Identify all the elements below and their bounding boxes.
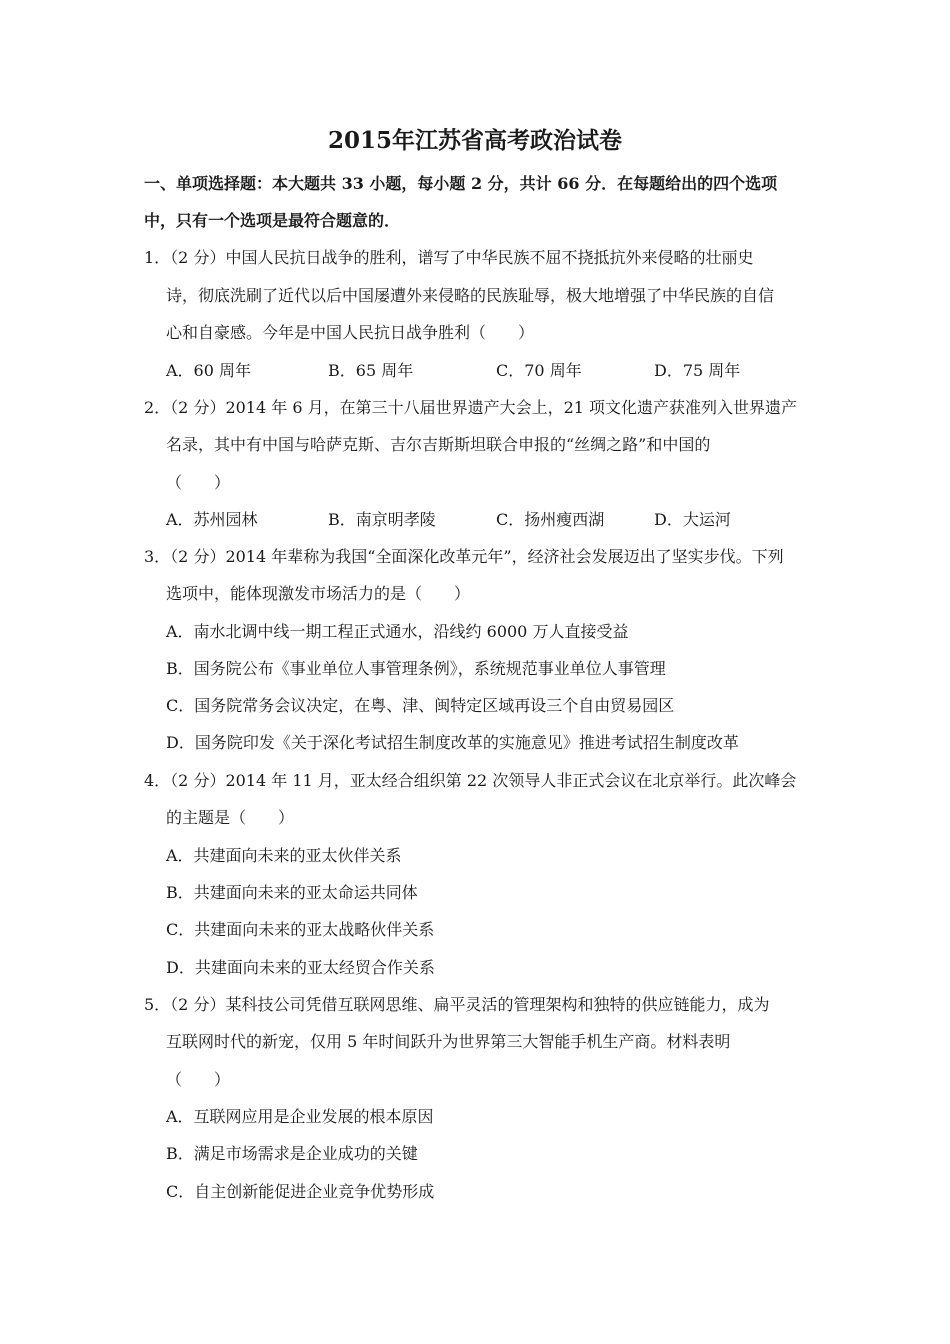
question-3-option-b: B．国务院公布《事业单位人事管理条例》，系统规范事业单位人事管理	[166, 659, 666, 678]
question-3-stem-line-1: 3．（2 分）2014 年辈称为我国“全面深化改革元年”，经济社会发展迈出了坚实步伐。下列	[144, 547, 784, 566]
question-4-stem-line-2: 的主题是（ ）	[166, 808, 295, 827]
question-4-option-a: A．共建面向未来的亚太伙伴关系	[166, 846, 402, 865]
question-3-stem-line-2: 选项中，能体现激发市场活力的是（ ）	[166, 584, 471, 603]
question-1-stem-line-2: 诗，彻底洗刷了近代以后中国屡遭外来侵略的民族耻辱，极大地增强了中华民族的自信	[166, 286, 775, 305]
question-5-option-c: C．自主创新能促进企业竞争优势形成	[166, 1182, 435, 1201]
page-title: 2015年江苏省高考政治试卷	[327, 127, 622, 154]
question-4-option-d: D．共建面向未来的亚太经贸合作关系	[166, 958, 435, 977]
question-2-option-c: C．扬州瘦西湖	[496, 510, 605, 529]
question-1-option-c: C．70 周年	[496, 361, 582, 380]
question-2-option-a: A．苏州园林	[166, 510, 258, 529]
question-5-option-a: A．互联网应用是企业发展的根本原因	[166, 1107, 434, 1126]
question-2-option-d: D．大运河	[654, 510, 731, 529]
question-4-option-b: B．共建面向未来的亚太命运共同体	[166, 883, 418, 902]
question-4-option-c: C．共建面向未来的亚太战略伙伴关系	[166, 920, 435, 939]
question-5-stem-line-1: 5．（2 分）某科技公司凭借互联网思维、扁平灵活的管理架构和独特的供应链能力，成为	[144, 995, 770, 1014]
question-4-stem-line-1: 4．（2 分）2014 年 11 月，亚太经合组织第 22 次领导人非正式会议在北京举行。此次峰会	[144, 771, 797, 790]
question-2-options	[166, 508, 826, 532]
question-1-option-d: D．75 周年	[654, 361, 741, 380]
question-1-options	[166, 359, 826, 383]
question-5-stem-line-2: 互联网时代的新宠，仅用 5 年时间跃升为世界第三大智能手机生产商。材料表明	[166, 1032, 731, 1051]
question-1-option-a: A．60 周年	[166, 361, 252, 380]
question-2-stem-line-1: 2．（2 分）2014 年 6 月，在第三十八届世界遗产大会上，21 项文化遗产获准列入世界遗产	[144, 398, 798, 417]
question-3-option-a: A．南水北调中线一期工程正式通水，沿线约 6000 万人直接受益	[166, 622, 629, 641]
question-2-stem-line-3: （ ）	[166, 473, 231, 492]
section-heading-line-2: 中，只有一个选项是最符合题意的．	[144, 211, 401, 230]
question-3-option-d: D．国务院印发《关于深化考试招生制度改革的实施意见》推进考试招生制度改革	[166, 733, 739, 752]
question-3-option-c: C．国务院常务会议决定，在粤、津、闽特定区域再设三个自由贸易园区	[166, 696, 675, 715]
question-1-stem-line-3: 心和自豪感。今年是中国人民抗日战争胜利（ ）	[166, 323, 535, 342]
section-heading-line-1: 一、单项选择题：本大题共 33 小题，每小题 2 分，共计 66 分．在每题给出的四个选项	[144, 174, 778, 193]
question-1-option-b: B．65 周年	[328, 361, 414, 380]
question-2-option-b: B．南京明孝陵	[328, 510, 436, 529]
question-2-stem-line-2: 名录，其中有中国与哈萨克斯、吉尔吉斯斯坦联合申报的“丝绸之路”和中国的	[166, 435, 711, 454]
question-1-stem-line-1: 1．（2 分）中国人民抗日战争的胜利，谱写了中华民族不屈不挠抵抗外来侵略的壮丽史	[144, 248, 754, 267]
question-5-stem-line-3: （ ）	[166, 1070, 231, 1089]
question-5-option-b: B．满足市场需求是企业成功的关键	[166, 1144, 418, 1163]
